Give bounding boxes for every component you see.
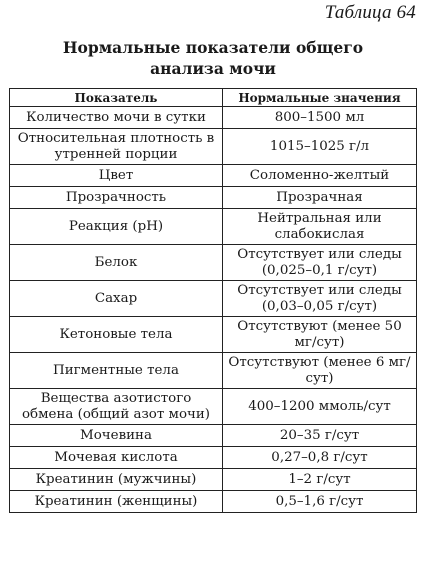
table-row xyxy=(10,317,417,353)
column-header-normal-values: Нормальные значения xyxy=(223,89,417,107)
table-title-line-2: анализа мочи xyxy=(150,59,276,78)
value-cell: 0,27–0,8 г/сут xyxy=(223,447,417,469)
value-cell: Соломенно-желтый xyxy=(223,165,417,187)
value-cell: Нейтральная или слабокислая xyxy=(223,209,417,245)
table-row xyxy=(10,209,417,245)
table-row xyxy=(10,187,417,209)
indicator-cell: Прозрачность xyxy=(10,187,223,209)
indicator-cell: Цвет xyxy=(10,165,223,187)
table-row xyxy=(10,447,417,469)
table-row xyxy=(10,245,417,281)
value-cell: 20–35 г/сут xyxy=(223,425,417,447)
column-header-indicator: Показатель xyxy=(10,89,223,107)
table-title xyxy=(0,37,426,79)
urine-analysis-table xyxy=(9,88,417,513)
table-row xyxy=(10,129,417,165)
table-row xyxy=(10,281,417,317)
indicator-cell: Мочевина xyxy=(10,425,223,447)
indicator-cell: Кетоновые тела xyxy=(10,317,223,353)
indicator-cell: Сахар xyxy=(10,281,223,317)
indicator-cell: Креатинин (мужчины) xyxy=(10,469,223,491)
value-cell: Отсутствуют (менее 6 мг/сут) xyxy=(223,353,417,389)
table-row xyxy=(10,165,417,187)
table-row xyxy=(10,389,417,425)
table-row xyxy=(10,353,417,389)
indicator-cell: Относительная плотность в утренней порции xyxy=(10,129,223,165)
table-row xyxy=(10,425,417,447)
indicator-cell: Количество мочи в сутки xyxy=(10,107,223,129)
table-number-label: Таблица 64 xyxy=(324,2,416,23)
indicator-cell: Пигментные тела xyxy=(10,353,223,389)
indicator-cell: Мочевая кислота xyxy=(10,447,223,469)
table-row xyxy=(10,469,417,491)
value-cell: 400–1200 ммоль/сут xyxy=(223,389,417,425)
value-cell: 0,5–1,6 г/сут xyxy=(223,491,417,513)
table-title-line-1: Нормальные показатели общего xyxy=(62,38,364,57)
value-cell: Прозрачная xyxy=(223,187,417,209)
table-header-row xyxy=(10,89,417,107)
value-cell: 1015–1025 г/л xyxy=(223,129,417,165)
indicator-cell: Реакция (pH) xyxy=(10,209,223,245)
value-cell: 1–2 г/сут xyxy=(223,469,417,491)
table-row xyxy=(10,107,417,129)
value-cell: Отсутствует или следы (0,025–0,1 г/сут) xyxy=(223,245,417,281)
value-cell: Отсутствуют (менее 50 мг/сут) xyxy=(223,317,417,353)
indicator-cell: Креатинин (женщины) xyxy=(10,491,223,513)
indicator-cell: Вещества азотистого обмена (общий азот мочи) xyxy=(10,389,223,425)
value-cell: 800–1500 мл xyxy=(223,107,417,129)
value-cell: Отсутствует или следы (0,03–0,05 г/сут) xyxy=(223,281,417,317)
indicator-cell: Белок xyxy=(10,245,223,281)
table-row xyxy=(10,491,417,513)
